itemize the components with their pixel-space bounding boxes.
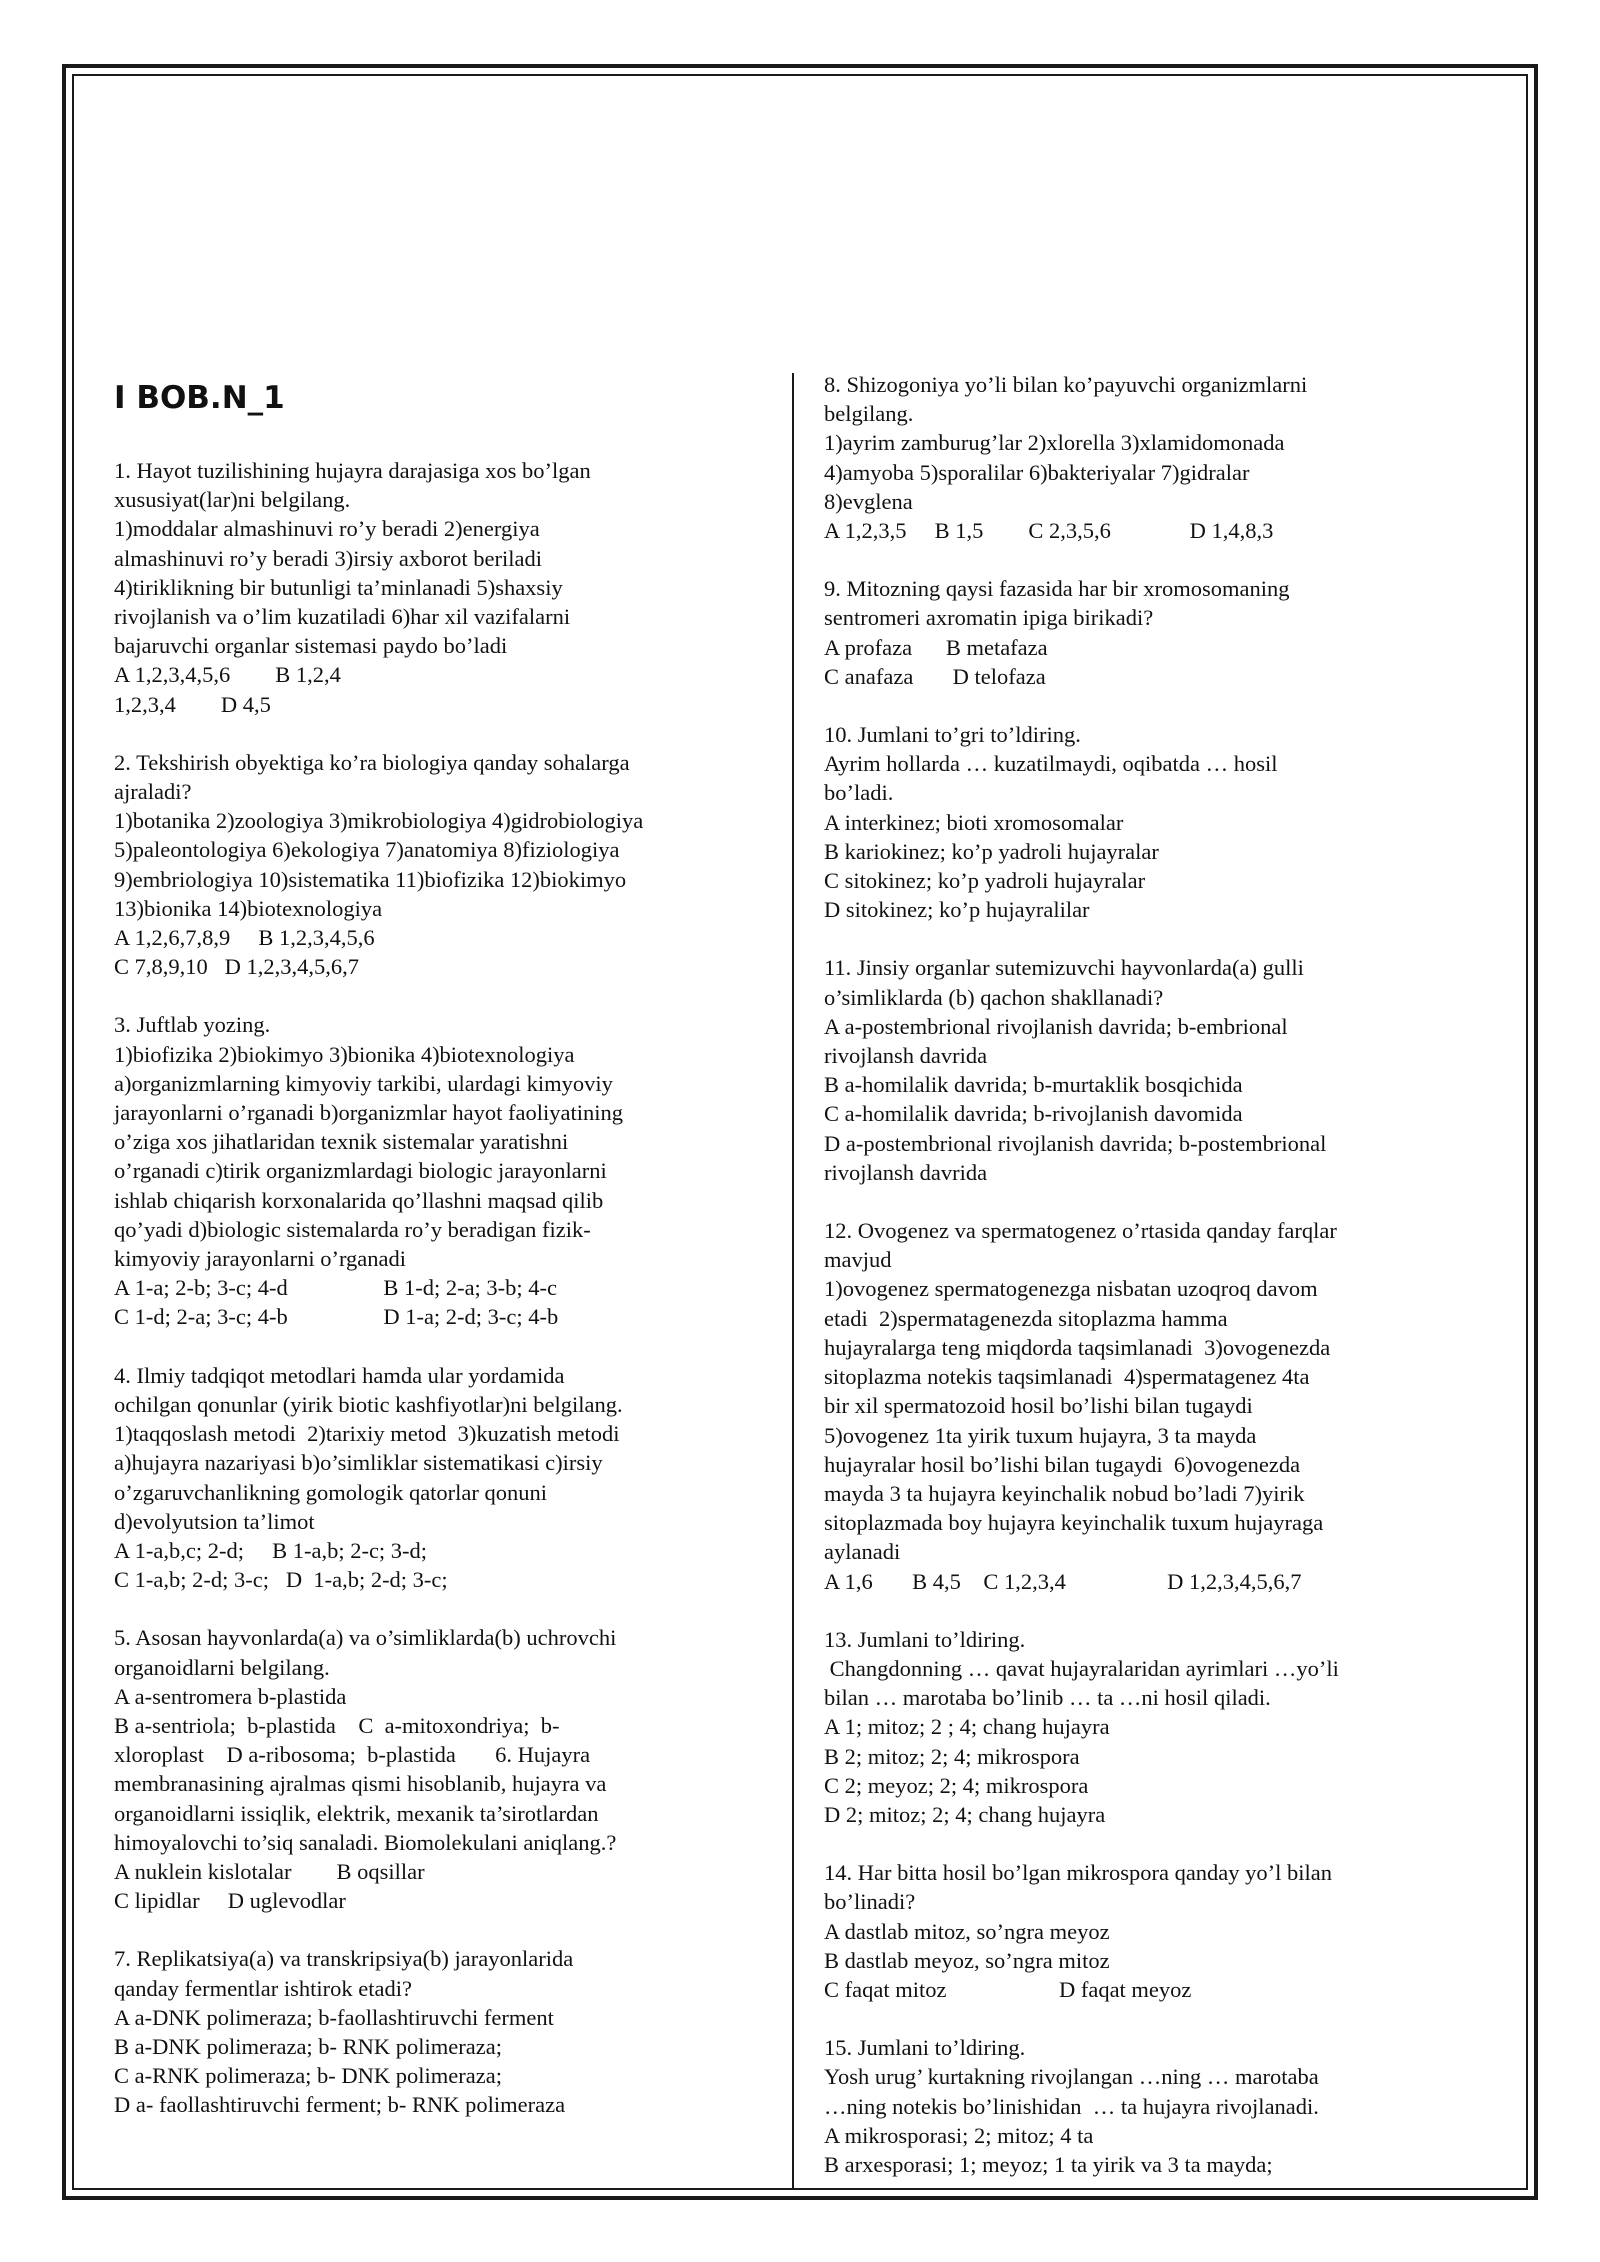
question-text-line: xloroplast D a-ribosoma; b-plastida 6. Hujayra bbox=[114, 1742, 591, 1768]
question-text-line: 2. Tekshirish obyektiga ko’ra biologiya qanday sohalarga bbox=[114, 749, 630, 775]
question-text-line: C a-homilalik davrida; b-rivojlanish davomida bbox=[824, 1101, 1243, 1127]
question-text-line: 5. Asosan hayvonlarda(a) va o’simliklarda(b) uchrovchi bbox=[114, 1625, 617, 1651]
question-text-line: a)organizmlarning kimyoviy tarkibi, ulardagi kimyoviy bbox=[114, 1070, 613, 1096]
question-text-line: C sitokinez; ko’p yadroli hujayralar bbox=[824, 868, 1146, 894]
question-text-line: qanday fermentlar ishtirok etadi? bbox=[114, 1975, 413, 2001]
question-text-line: B arxesporasi; 1; meyoz; 1 ta yirik va 3 ta mayda; bbox=[824, 2151, 1273, 2177]
question-text-line: d)evolyutsion ta’limot bbox=[114, 1508, 315, 1534]
question-text-line: himoyalovchi to’siq sanaladi. Biomolekulani aniqlang.? bbox=[114, 1829, 617, 1855]
question-text-line: sitoplazma notekis taqsimlanadi 4)spermatagenez 4ta bbox=[824, 1364, 1310, 1390]
question-text-line: rivojlansh davrida bbox=[824, 1159, 988, 1185]
question-text-line: B a-DNK polimeraza; b- RNK polimeraza; bbox=[114, 2033, 502, 2059]
question-text-line: o’zgaruvchanlikning gomologik qatorlar qonuni bbox=[114, 1479, 548, 1505]
question-text-line: o’ziga xos jihatlaridan texnik sistemalar yaratishni bbox=[114, 1129, 569, 1155]
question-block bbox=[824, 953, 1464, 1187]
question-text-line: B dastlab meyoz, so’ngra mitoz bbox=[824, 1947, 1110, 1973]
right-column bbox=[824, 370, 1464, 2208]
question-text-line: A dastlab mitoz, so’ngra meyoz bbox=[824, 1918, 1110, 1944]
question-text-line: 13)bionika 14)biotexnologiya bbox=[114, 895, 383, 921]
question-text-line: hujayralarga teng miqdorda taqsimlanadi 3)ovogenezda bbox=[824, 1334, 1331, 1360]
question-text-line: a)hujayra nazariyasi b)o’simliklar sistematikasi c)irsiy bbox=[114, 1450, 603, 1476]
question-block bbox=[114, 748, 754, 982]
question-text-line: mayda 3 ta hujayra keyinchalik nobud bo’ladi 7)yirik bbox=[824, 1480, 1305, 1506]
question-text-line: D sitokinez; ko’p hujayralilar bbox=[824, 897, 1090, 923]
question-text-line: D a-postembrional rivojlanish davrida; b-postembrional bbox=[824, 1130, 1327, 1156]
question-block bbox=[114, 1623, 754, 1915]
question-text-line: membranasining ajralmas qismi hisoblanib, hujayra va bbox=[114, 1771, 607, 1797]
question-text-line: mavjud bbox=[824, 1247, 892, 1273]
question-text-line: 13. Jumlani to’ldiring. bbox=[824, 1626, 1026, 1652]
question-text-line: 8)evglena bbox=[824, 488, 913, 514]
question-block bbox=[114, 1010, 754, 1331]
question-text-line: 1)ayrim zamburug’lar 2)xlorella 3)xlamidomonada bbox=[824, 430, 1285, 456]
question-text-line: 4. Ilmiy tadqiqot metodlari hamda ular yordamida bbox=[114, 1362, 565, 1388]
question-text-line: bajaruvchi organlar sistemasi paydo bo’ladi bbox=[114, 633, 508, 659]
question-text-line: C anafaza D telofaza bbox=[824, 663, 1046, 689]
page-title: I BOB.N_1 bbox=[114, 380, 285, 416]
question-text-line: kimyoviy jarayonlarni o’rganadi bbox=[114, 1246, 407, 1272]
question-text-line: 1)ovogenez spermatogenezga nisbatan uzoqroq davom bbox=[824, 1276, 1318, 1302]
question-text-line: 5)paleontologiya 6)ekologiya 7)anatomiya 8)fiziologiya bbox=[114, 837, 620, 863]
question-text-line: A 1,2,3,4,5,6 B 1,2,4 bbox=[114, 662, 341, 688]
question-text-line: 15. Jumlani to’ldiring. bbox=[824, 2035, 1026, 2061]
question-block bbox=[824, 574, 1464, 691]
question-text-line: 5)ovogenez 1ta yirik tuxum hujayra, 3 ta mayda bbox=[824, 1422, 1257, 1448]
column-divider bbox=[792, 373, 794, 2188]
question-text-line: 4)amyoba 5)sporalilar 6)bakteriyalar 7)gidralar bbox=[824, 459, 1250, 485]
question-text-line: 14. Har bitta hosil bo’lgan mikrospora qanday yo’l bilan bbox=[824, 1860, 1333, 1886]
question-text-line: jarayonlarni o’rganadi b)organizmlar hayot faoliyatining bbox=[114, 1100, 623, 1126]
question-text-line: 7. Replikatsiya(a) va transkripsiya(b) jarayonlarida bbox=[114, 1946, 574, 1972]
question-block bbox=[114, 456, 754, 719]
question-text-line: 9. Mitozning qaysi fazasida har bir xromosomaning bbox=[824, 576, 1290, 602]
question-text-line: hujayralar hosil bo’lishi bilan tugaydi 6)ovogenezda bbox=[824, 1451, 1301, 1477]
question-text-line: C 7,8,9,10 D 1,2,3,4,5,6,7 bbox=[114, 954, 360, 980]
question-text-line: 1)biofizika 2)biokimyo 3)bionika 4)biotexnologiya bbox=[114, 1041, 575, 1067]
question-text-line: ishlab chiqarish korxonalarida qo’llashni maqsad qilib bbox=[114, 1187, 604, 1213]
question-text-line: Changdonning … qavat hujayralaridan ayrimlari …yo’li bbox=[824, 1655, 1339, 1681]
question-block bbox=[824, 370, 1464, 545]
question-text-line: B a-sentriola; b-plastida C a-mitoxondriya; b- bbox=[114, 1712, 560, 1738]
question-block bbox=[824, 720, 1464, 924]
question-text-line: 1,2,3,4 D 4,5 bbox=[114, 691, 271, 717]
question-text-line: 1)botanika 2)zoologiya 3)mikrobiologiya 4)gidrobiologiya bbox=[114, 808, 644, 834]
question-text-line: C 2; meyoz; 2; 4; mikrospora bbox=[824, 1772, 1089, 1798]
question-text-line: belgilang. bbox=[824, 401, 914, 427]
question-text-line: 10. Jumlani to’gri to’ldiring. bbox=[824, 722, 1081, 748]
question-text-line: xususiyat(lar)ni belgilang. bbox=[114, 487, 351, 513]
question-text-line: A a-postembrional rivojlanish davrida; b-embrional bbox=[824, 1013, 1288, 1039]
question-text-line: aylanadi bbox=[824, 1539, 901, 1565]
question-text-line: sentromeri axromatin ipiga birikadi? bbox=[824, 605, 1154, 631]
question-text-line: A 1-a; 2-b; 3-c; 4-d B 1-d; 2-a; 3-b; 4-c bbox=[114, 1275, 558, 1301]
question-text-line: A nuklein kislotalar B oqsillar bbox=[114, 1858, 425, 1884]
question-text-line: A mikrosporasi; 2; mitoz; 4 ta bbox=[824, 2122, 1094, 2148]
question-text-line: rivojlansh davrida bbox=[824, 1043, 988, 1069]
question-text-line: A 1,2,3,5 B 1,5 C 2,3,5,6 D 1,4,8,3 bbox=[824, 518, 1274, 544]
question-text-line: ajraladi? bbox=[114, 779, 192, 805]
question-text-line: bilan … marotaba bo’linib … ta …ni hosil qiladi. bbox=[824, 1685, 1271, 1711]
question-text-line: 3. Juftlab yozing. bbox=[114, 1012, 271, 1038]
question-text-line: A 1-a,b,c; 2-d; B 1-a,b; 2-c; 3-d; bbox=[114, 1537, 428, 1563]
question-text-line: Ayrim hollarda … kuzatilmaydi, oqibatda … hosil bbox=[824, 751, 1278, 777]
question-text-line: A 1,6 B 4,5 C 1,2,3,4 D 1,2,3,4,5,6,7 bbox=[824, 1568, 1302, 1594]
question-text-line: C 1-a,b; 2-d; 3-c; D 1-a,b; 2-d; 3-c; bbox=[114, 1567, 448, 1593]
question-block bbox=[114, 1944, 754, 2119]
question-text-line: 9)embriologiya 10)sistematika 11)biofizika 12)biokimyo bbox=[114, 866, 627, 892]
question-text-line: sitoplazmada boy hujayra keyinchalik tuxum hujayraga bbox=[824, 1510, 1324, 1536]
question-block bbox=[824, 1625, 1464, 1829]
question-text-line: bo’ladi. bbox=[824, 780, 894, 806]
question-text-line: organoidlarni issiqlik, elektrik, mexanik ta’sirotlardan bbox=[114, 1800, 599, 1826]
question-block bbox=[824, 2033, 1464, 2179]
question-text-line: D a- faollashtiruvchi ferment; b- RNK polimeraza bbox=[114, 2092, 566, 2118]
question-text-line: bo’linadi? bbox=[824, 1889, 916, 1915]
question-text-line: 1)taqqoslash metodi 2)tarixiy metod 3)kuzatish metodi bbox=[114, 1421, 620, 1447]
question-text-line: o’rganadi c)tirik organizmlardagi biologic jarayonlarni bbox=[114, 1158, 607, 1184]
question-text-line: 11. Jinsiy organlar sutemizuvchi hayvonlarda(a) gulli bbox=[824, 955, 1304, 981]
question-text-line: rivojlanish va o’lim kuzatiladi 6)har xil vazifalarni bbox=[114, 604, 571, 630]
question-text-line: C a-RNK polimeraza; b- DNK polimeraza; bbox=[114, 2063, 502, 2089]
question-text-line: 1. Hayot tuzilishining hujayra darajasiga xos bo’lgan bbox=[114, 458, 591, 483]
question-text-line: A a-sentromera b-plastida bbox=[114, 1683, 347, 1709]
question-text-line: ochilgan qonunlar (yirik biotic kashfiyotlar)ni belgilang. bbox=[114, 1391, 623, 1417]
question-text-line: 1)moddalar almashinuvi ro’y beradi 2)energiya bbox=[114, 516, 540, 542]
question-text-line: almashinuvi ro’y beradi 3)irsiy axborot beriladi bbox=[114, 545, 543, 571]
question-text-line: 12. Ovogenez va spermatogenez o’rtasida qanday farqlar bbox=[824, 1218, 1337, 1244]
question-text-line: o’simliklarda (b) qachon shakllanadi? bbox=[824, 984, 1164, 1010]
question-text-line: A a-DNK polimeraza; b-faollashtiruvchi ferment bbox=[114, 2004, 554, 2030]
question-text-line: …ning notekis bo’linishidan … ta hujayra rivojlanadi. bbox=[824, 2093, 1319, 2119]
question-text-line: 4)tiriklikning bir butunligi ta’minlanadi 5)shaxsiy bbox=[114, 574, 563, 600]
question-text-line: D 2; mitoz; 2; 4; chang hujayra bbox=[824, 1801, 1106, 1827]
question-text-line: qo’yadi d)biologic sistemalarda ro’y beradigan fizik- bbox=[114, 1216, 591, 1242]
question-text-line: bir xil spermatozoid hosil bo’lishi bilan tugaydi bbox=[824, 1393, 1253, 1419]
question-text-line: B a-homilalik davrida; b-murtaklik bosqichida bbox=[824, 1072, 1243, 1098]
question-text-line: C lipidlar D uglevodlar bbox=[114, 1888, 346, 1914]
question-text-line: A 1; mitoz; 2 ; 4; chang hujayra bbox=[824, 1714, 1110, 1740]
question-text-line: A 1,2,6,7,8,9 B 1,2,3,4,5,6 bbox=[114, 925, 375, 951]
question-block bbox=[824, 1216, 1464, 1596]
question-text-line: Yosh urug’ kurtakning rivojlangan …ning … marotaba bbox=[824, 2064, 1319, 2090]
question-text-line: B kariokinez; ko’p yadroli hujayralar bbox=[824, 838, 1159, 864]
question-text-line: C 1-d; 2-a; 3-c; 4-b D 1-a; 2-d; 3-c; 4-b bbox=[114, 1304, 559, 1330]
left-column bbox=[114, 370, 754, 2149]
question-text-line: organoidlarni belgilang. bbox=[114, 1654, 330, 1680]
question-block bbox=[114, 1361, 754, 1595]
question-text-line: C faqat mitoz D faqat meyoz bbox=[824, 1976, 1192, 2002]
question-block bbox=[824, 1858, 1464, 2004]
question-text-line: A interkinez; bioti xromosomalar bbox=[824, 809, 1124, 835]
question-text-line: 8. Shizogoniya yo’li bilan ko’payuvchi organizmlarni bbox=[824, 372, 1308, 397]
question-text-line: etadi 2)spermatagenezda sitoplazma hamma bbox=[824, 1305, 1228, 1331]
question-text-line: A profaza B metafaza bbox=[824, 634, 1048, 660]
question-text-line: B 2; mitoz; 2; 4; mikrospora bbox=[824, 1743, 1080, 1769]
